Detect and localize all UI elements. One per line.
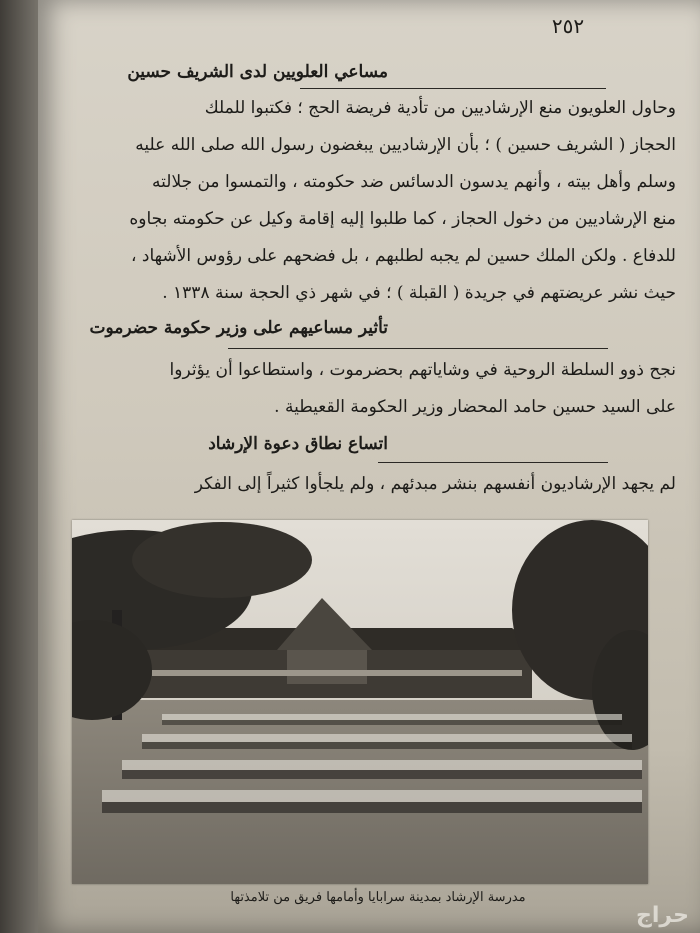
photo-illustration (72, 520, 648, 884)
body-line: على السيد حسين حامد المحضار وزير الحكومة القعيطية . (274, 397, 676, 417)
body-line: منع الإرشاديين من دخول الحجاز ، كما طلبوا إليه إقامة وكيل عن حكومته بجاوه (129, 209, 676, 229)
body-line: للدفاع . ولكن الملك حسين لم يجبه لطلبهم ، بل فضحهم على رؤوس الأشهاد ، (130, 246, 676, 266)
heading-underline (378, 462, 608, 463)
section-heading: تأثير مساعيهم على وزير حكومة حضرموت (89, 318, 388, 338)
page-number: ٢٥٢ (551, 14, 585, 38)
school-photograph (72, 520, 648, 884)
book-page (38, 0, 700, 933)
body-line: الحجاز ( الشريف حسين ) ؛ بأن الإرشاديين يبغضون رسول الله صلى الله عليه (135, 135, 676, 155)
watermark-logo: حراج (636, 903, 689, 928)
section-heading: اتساع نطاق دعوة الإرشاد (208, 434, 388, 454)
body-line: وحاول العلويون منع الإرشاديين من تأدية فريضة الحج ؛ فكتبوا للملك (204, 98, 676, 118)
photo-caption: مدرسة الإرشاد بمدينة سرابايا وأمامها فريق من تلامذتها (230, 890, 526, 905)
heading-underline (228, 348, 608, 349)
body-line: حيث نشر عريضتهم في جريدة ( القبلة ) ؛ في شهر ذي الحجة سنة ١٣٣٨ . (162, 283, 676, 303)
book-gutter (0, 0, 40, 933)
section-heading: مساعي العلويين لدى الشريف حسين (127, 62, 388, 82)
body-line: وسلم وأهل بيته ، وأنهم يدسون الدسائس ضد حكومته ، والتمسوا من جلالته (152, 172, 676, 192)
body-line: نجح ذوو السلطة الروحية في وشاياتهم بحضرموت ، واستطاعوا أن يؤثروا (169, 360, 676, 380)
heading-underline (300, 88, 606, 89)
body-line: لم يجهد الإرشاديون أنفسهم بنشر مبدئهم ، ولم يلجأوا كثيراً إلى الفكر (194, 474, 676, 494)
